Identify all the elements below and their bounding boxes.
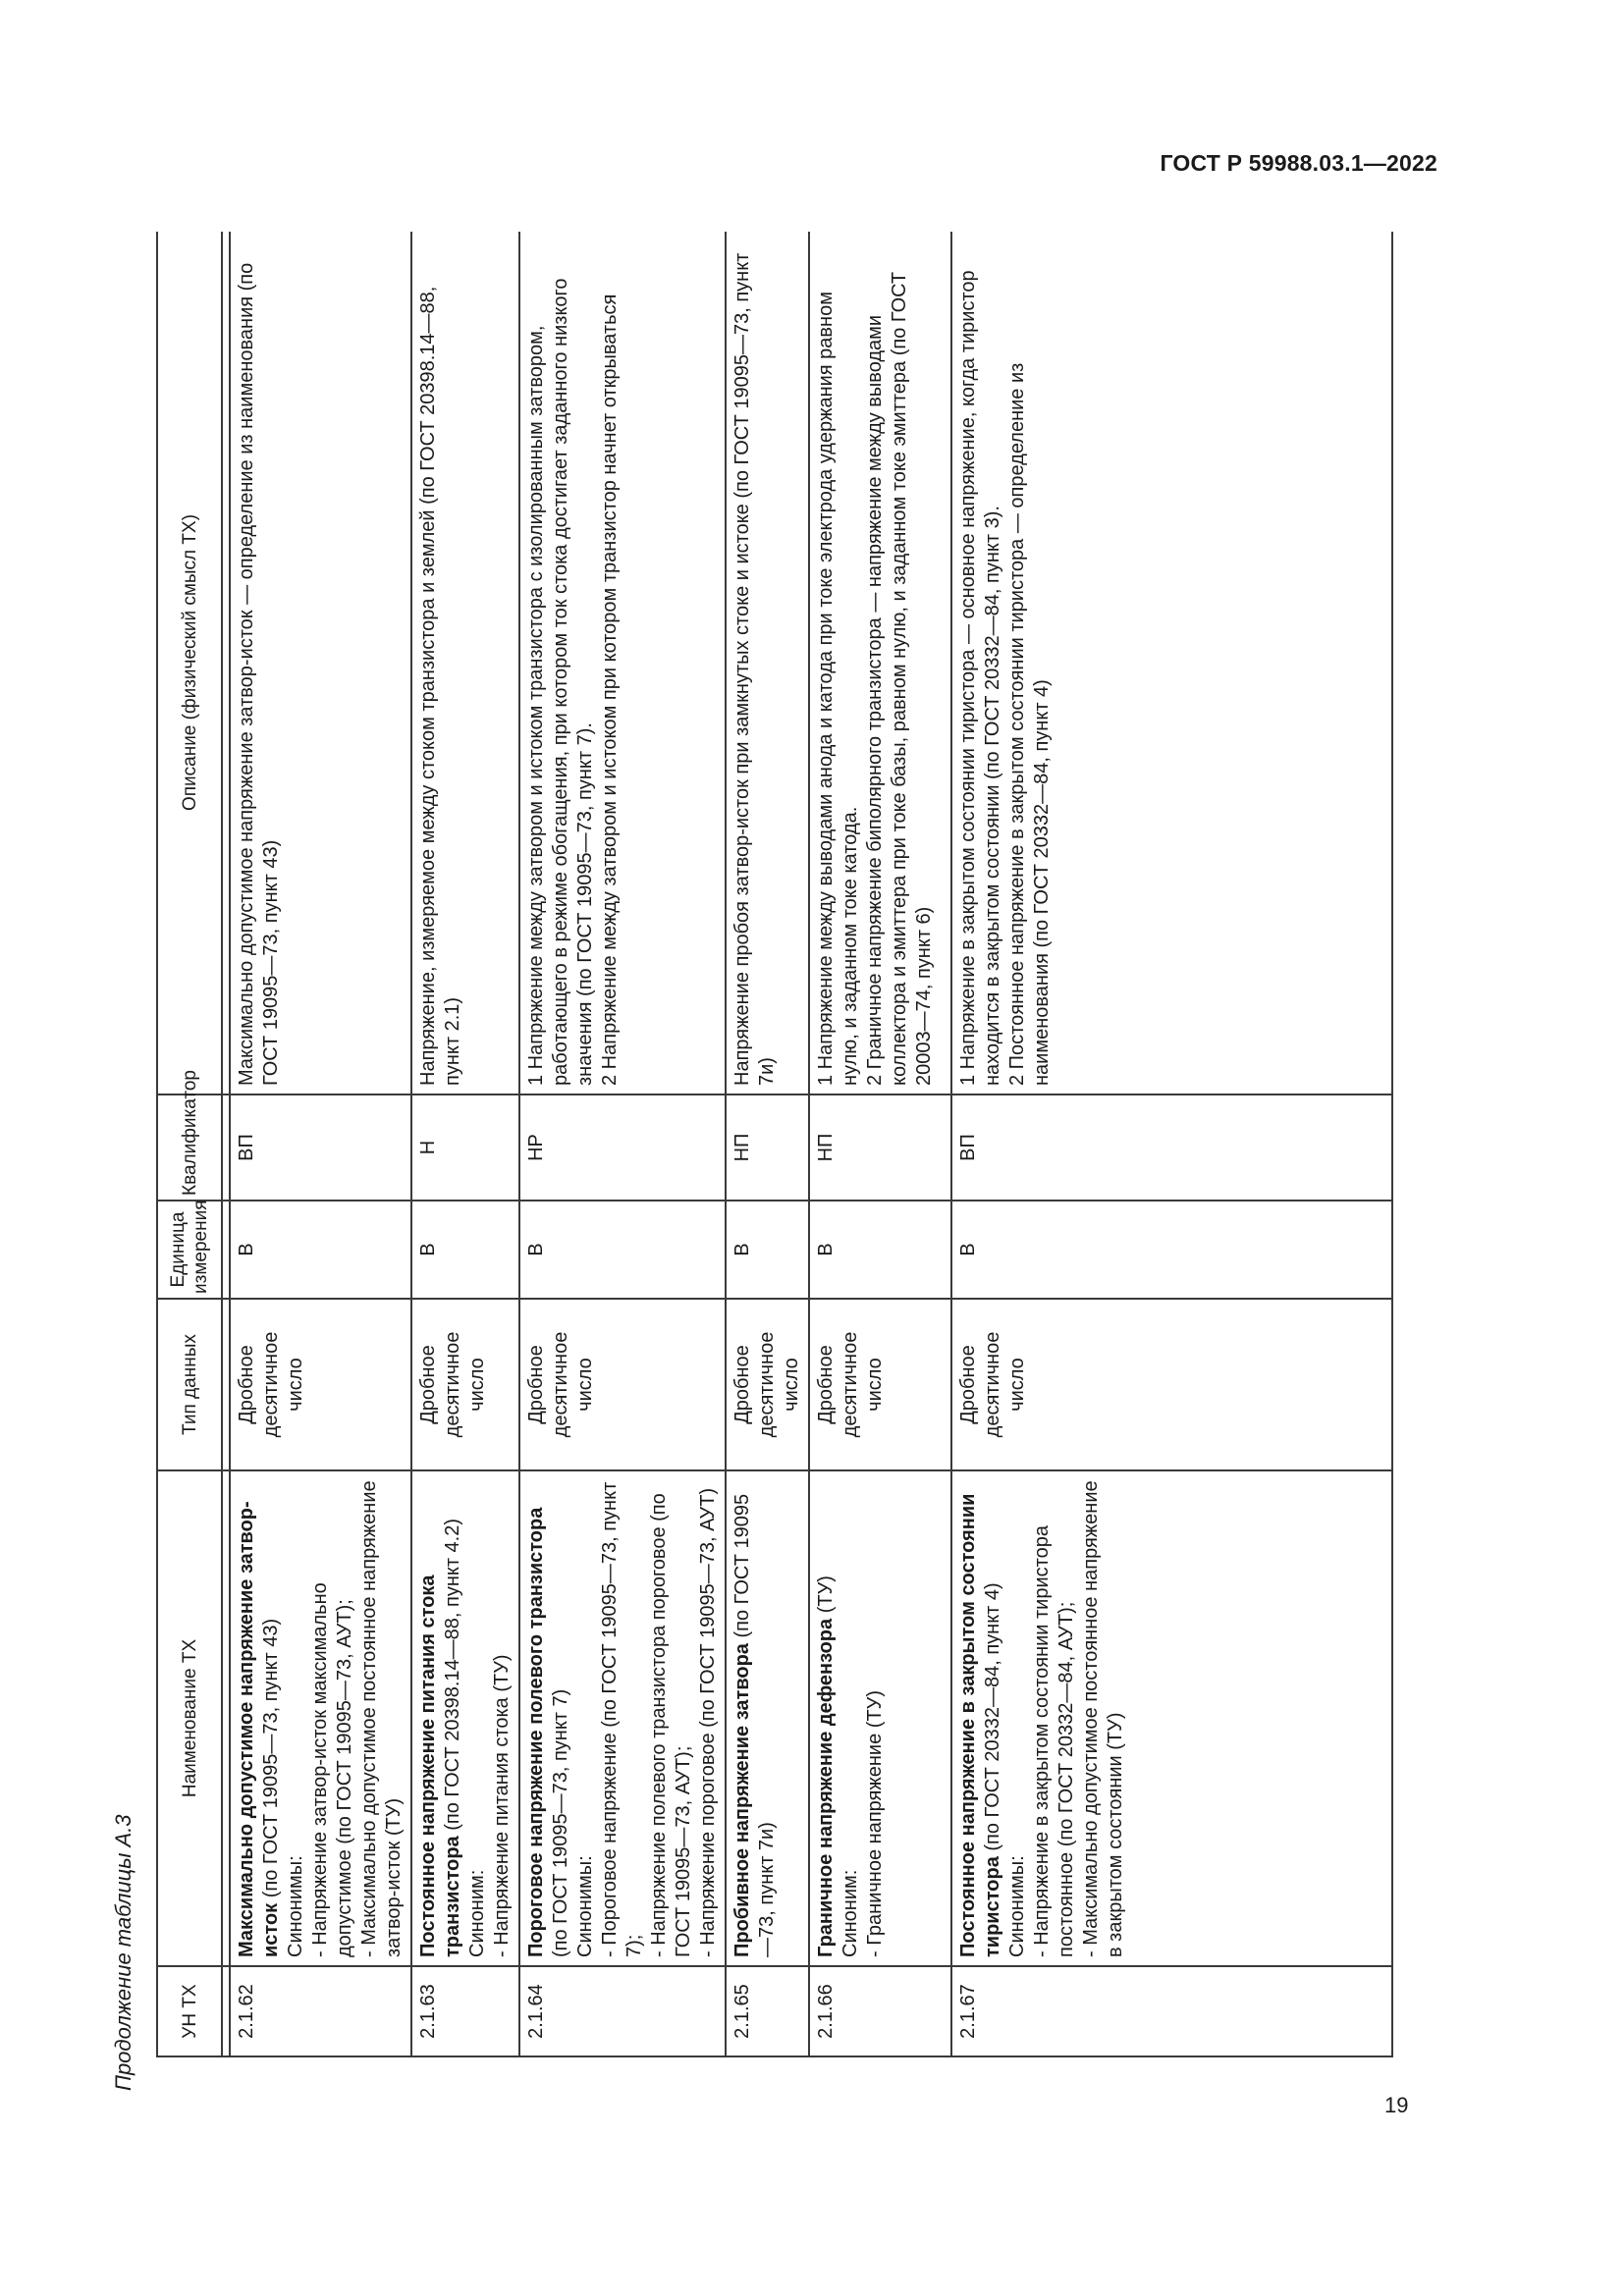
table-row [951, 232, 1392, 2056]
synonym: - Напряжение питания стока (ТУ) [491, 1654, 513, 1957]
synonyms-label: Синонимы: [285, 1855, 306, 1957]
row-code: 2.1.64 [519, 1966, 726, 2056]
row-code: 2.1.63 [411, 1966, 519, 2056]
synonym: - Максимально допустимое постоянное напряжение затвор-исток (ТУ) [358, 1480, 405, 1957]
table-header-row [157, 232, 222, 2056]
name-title: Постоянное напряжение питания стока транзистора [417, 1575, 463, 1957]
name-reference: (по ГОСТ 20332—84, пункт 4) [982, 1582, 1003, 1857]
document-header: ГОСТ Р 59988.03.1—2022 [1160, 150, 1437, 176]
description-line: Напряжение, измеряемое между стоком транзистора и землей (по ГОСТ 20398.14—88, пункт 2.1) [417, 286, 463, 1086]
row-type: Дробное десятичное число [230, 1299, 411, 1470]
row-name [809, 1470, 951, 1966]
col-header-type: Тип данных [157, 1299, 222, 1470]
row-name [951, 1470, 1392, 1966]
name-reference: (по ГОСТ 19095—73, пункт 7) [550, 1688, 571, 1957]
synonym: - Напряжение затвор-исток максимально допустимое (по ГОСТ 19095—73, АУТ); [309, 1582, 355, 1957]
page-number: 19 [1384, 2093, 1409, 2117]
row-qualifier: ВП [230, 1095, 411, 1201]
row-qualifier: НП [809, 1095, 951, 1201]
row-unit: В [230, 1201, 411, 1299]
row-name [230, 1470, 411, 1966]
row-description [519, 232, 726, 1095]
synonyms-label: Синоним: [466, 1869, 488, 1957]
description-line: 1 Напряжение между затвором и истоком транзистора с изолированным затвором, работающего в режиме обогащения, при котором ток стока достигает заданного низкого значения (по ГОСТ 19095—73, пункт 7). [525, 278, 596, 1086]
row-type: Дробное десятичное число [411, 1299, 519, 1470]
table-continuation-label [111, 1814, 135, 2093]
description-line: 1 Напряжение в закрытом состоянии тиристора — основное напряжение, когда тиристор находится в закрытом состоянии (по ГОСТ 20332—84, пункт 3). [957, 270, 1003, 1086]
table-frame [156, 232, 1393, 2057]
row-type: Дробное десятичное число [809, 1299, 951, 1470]
row-qualifier: Н [411, 1095, 519, 1201]
description-line: 2 Граничное напряжение биполярного транзистора — напряжение между выводами коллектора и эмиттера при токе базы, равном нулю, и заданном токе эмиттера (по ГОСТ 20003—74, пункт 6) [864, 271, 935, 1086]
row-unit: В [519, 1201, 726, 1299]
description-line: Напряжение пробоя затвор-исток при замкнутых стоке и истоке (по ГОСТ 19095—73, пункт 7и) [731, 252, 778, 1086]
row-code: 2.1.67 [951, 1966, 1392, 2056]
description-line: 2 Напряжение между затвором и истоком при котором транзистор начнет открываться [599, 294, 621, 1086]
row-type: Дробное десятичное число [519, 1299, 726, 1470]
row-name [726, 1470, 809, 1966]
row-description [411, 232, 519, 1095]
row-code: 2.1.62 [230, 1966, 411, 2056]
name-reference: (ТУ) [815, 1575, 837, 1619]
row-description [726, 232, 809, 1095]
row-qualifier: НР [519, 1095, 726, 1201]
synonym: - Напряжение в закрытом состоянии тиристора постоянное (по ГОСТ 20332—84, АУТ); [1031, 1525, 1077, 1957]
col-header-name: Наименование ТХ [157, 1470, 222, 1966]
synonym: - Напряжение полевого транзистора пороговое (по ГОСТ 19095—73, АУТ); [648, 1493, 694, 1957]
synonym: - Напряжение пороговое (по ГОСТ 19095—73, АУТ) [697, 1487, 719, 1957]
table-row [519, 232, 726, 2056]
description-line: 1 Напряжение между выводами анода и катода при токе электрода удержания равном нулю, и заданном токе катода. [815, 292, 861, 1086]
synonyms-label: Синоним: [839, 1869, 861, 1957]
col-header-code: УН ТХ [157, 1966, 222, 2056]
description-line: 2 Постоянное напряжение в закрытом состоянии тиристора — определение из наименования (по ГОСТ 20332—84, пункт 4) [1006, 362, 1053, 1086]
row-qualifier: НП [726, 1095, 809, 1201]
characteristics-table [156, 232, 1393, 2057]
row-description [809, 232, 951, 1095]
table-row [726, 232, 809, 2056]
name-reference: (по ГОСТ 19095—73, пункт 43) [260, 1618, 282, 1903]
name-reference: (по ГОСТ 19095—73, пункт 7и) [731, 1493, 778, 1957]
table-row [230, 232, 411, 2056]
synonym: - Граничное напряжение (ТУ) [864, 1689, 886, 1957]
name-title: Пороговое напряжение полевого транзистора [525, 1507, 547, 1957]
table-row [809, 232, 951, 2056]
col-header-unit: Единица измерения [157, 1201, 222, 1299]
name-title: Пробивное напряжение затвора [731, 1643, 753, 1957]
col-header-qualifier: Квалификатор [157, 1095, 222, 1201]
row-type: Дробное десятичное число [726, 1299, 809, 1470]
name-reference: (по ГОСТ 20398.14—88, пункт 4.2) [442, 1518, 463, 1837]
name-title: Граничное напряжение дефензора [815, 1618, 837, 1957]
name-title: Постоянное напряжение в закрытом состоянии тиристора [957, 1493, 1003, 1957]
row-type: Дробное десятичное число [951, 1299, 1392, 1470]
row-name [411, 1470, 519, 1966]
rotated-table-container [156, 232, 1393, 2057]
synonym: - Пороговое напряжение (по ГОСТ 19095—73, пункт 7); [599, 1481, 645, 1957]
synonyms-label: Синонимы: [574, 1855, 596, 1957]
row-unit: В [809, 1201, 951, 1299]
row-code: 2.1.65 [726, 1966, 809, 2056]
row-qualifier: ВП [951, 1095, 1392, 1201]
name-title: Максимально допустимое напряжение затвор-исток [236, 1501, 282, 1957]
header-spacer-row [222, 232, 230, 2056]
description-line: Максимально допустимое напряжение затвор-исток — определение из наименования (по ГОСТ 19095—73, пункт 43) [236, 262, 282, 1086]
row-unit: В [411, 1201, 519, 1299]
row-unit: В [726, 1201, 809, 1299]
col-header-description: Описание (физический смысл ТХ) [157, 232, 222, 1095]
row-code: 2.1.66 [809, 1966, 951, 2056]
synonyms-label: Синонимы: [1006, 1855, 1028, 1957]
table-row [411, 232, 519, 2056]
row-name [519, 1470, 726, 1966]
row-description [951, 232, 1392, 1095]
synonym: - Максимально допустимое постоянное напряжение в закрытом состоянии (ТУ) [1080, 1480, 1126, 1957]
continuation-text: Продолжение таблицы А.3 [111, 1814, 135, 2091]
row-description [230, 232, 411, 1095]
row-unit: В [951, 1201, 1392, 1299]
